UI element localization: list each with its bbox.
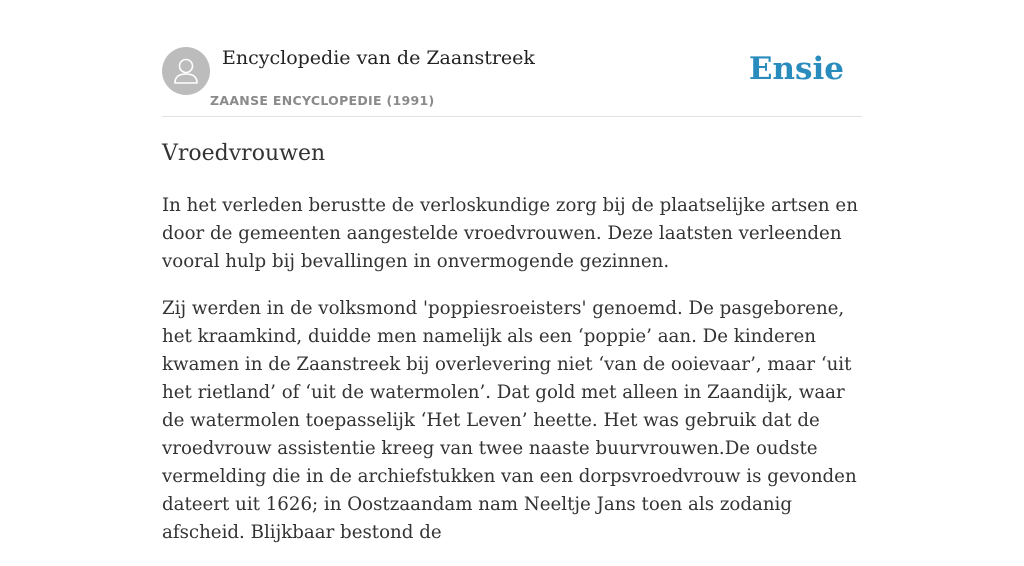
entry-title: Vroedvrouwen xyxy=(162,141,326,166)
entry-paragraph: Zij werden in de volksmond 'poppiesroeisters' genoemd. De pasgeborene, het kraamkind, duidde men namelijk als een ‘poppie’ aan. De kinderen kwamen in de Zaanstreek bij overlevering niet ‘van de ooievaar’, maar ‘uit het rietland’ of ‘uit de watermolen’. Dat gold met alleen in Zaandijk, waar de watermolen toepasselijk ‘Het Leven’ heette. Het was gebruik dat de vroedvrouw assistentie kreeg van twee naaste buurvrouwen.De oudste vermelding die in de archiefstukken van een dorpsvroedvrouw is gevonden dateert uit 1626; in Oostzaandam nam Neeltje Jans toen als zodanig afscheid. Blijkbaar bestond de xyxy=(162,298,857,543)
entry-paragraph: In het verleden berustte de verloskundige zorg bij de plaatselijke artsen en door de gemeenten aangestelde vroedvrouwen. Deze laatsten verleenden vooral hulp bij bevallingen in onvermogende gezinnen. xyxy=(162,195,858,272)
person-outline-icon[interactable] xyxy=(162,47,210,95)
source-title[interactable]: Encyclopedie van de Zaanstreek xyxy=(222,47,535,69)
page-container xyxy=(162,0,862,543)
ensie-logo[interactable]: Ensie xyxy=(748,51,844,87)
source-subtitle: ZAANSE ENCYCLOPEDIE (1991) xyxy=(210,93,435,108)
source-header xyxy=(162,0,862,117)
entry-body xyxy=(162,192,862,566)
